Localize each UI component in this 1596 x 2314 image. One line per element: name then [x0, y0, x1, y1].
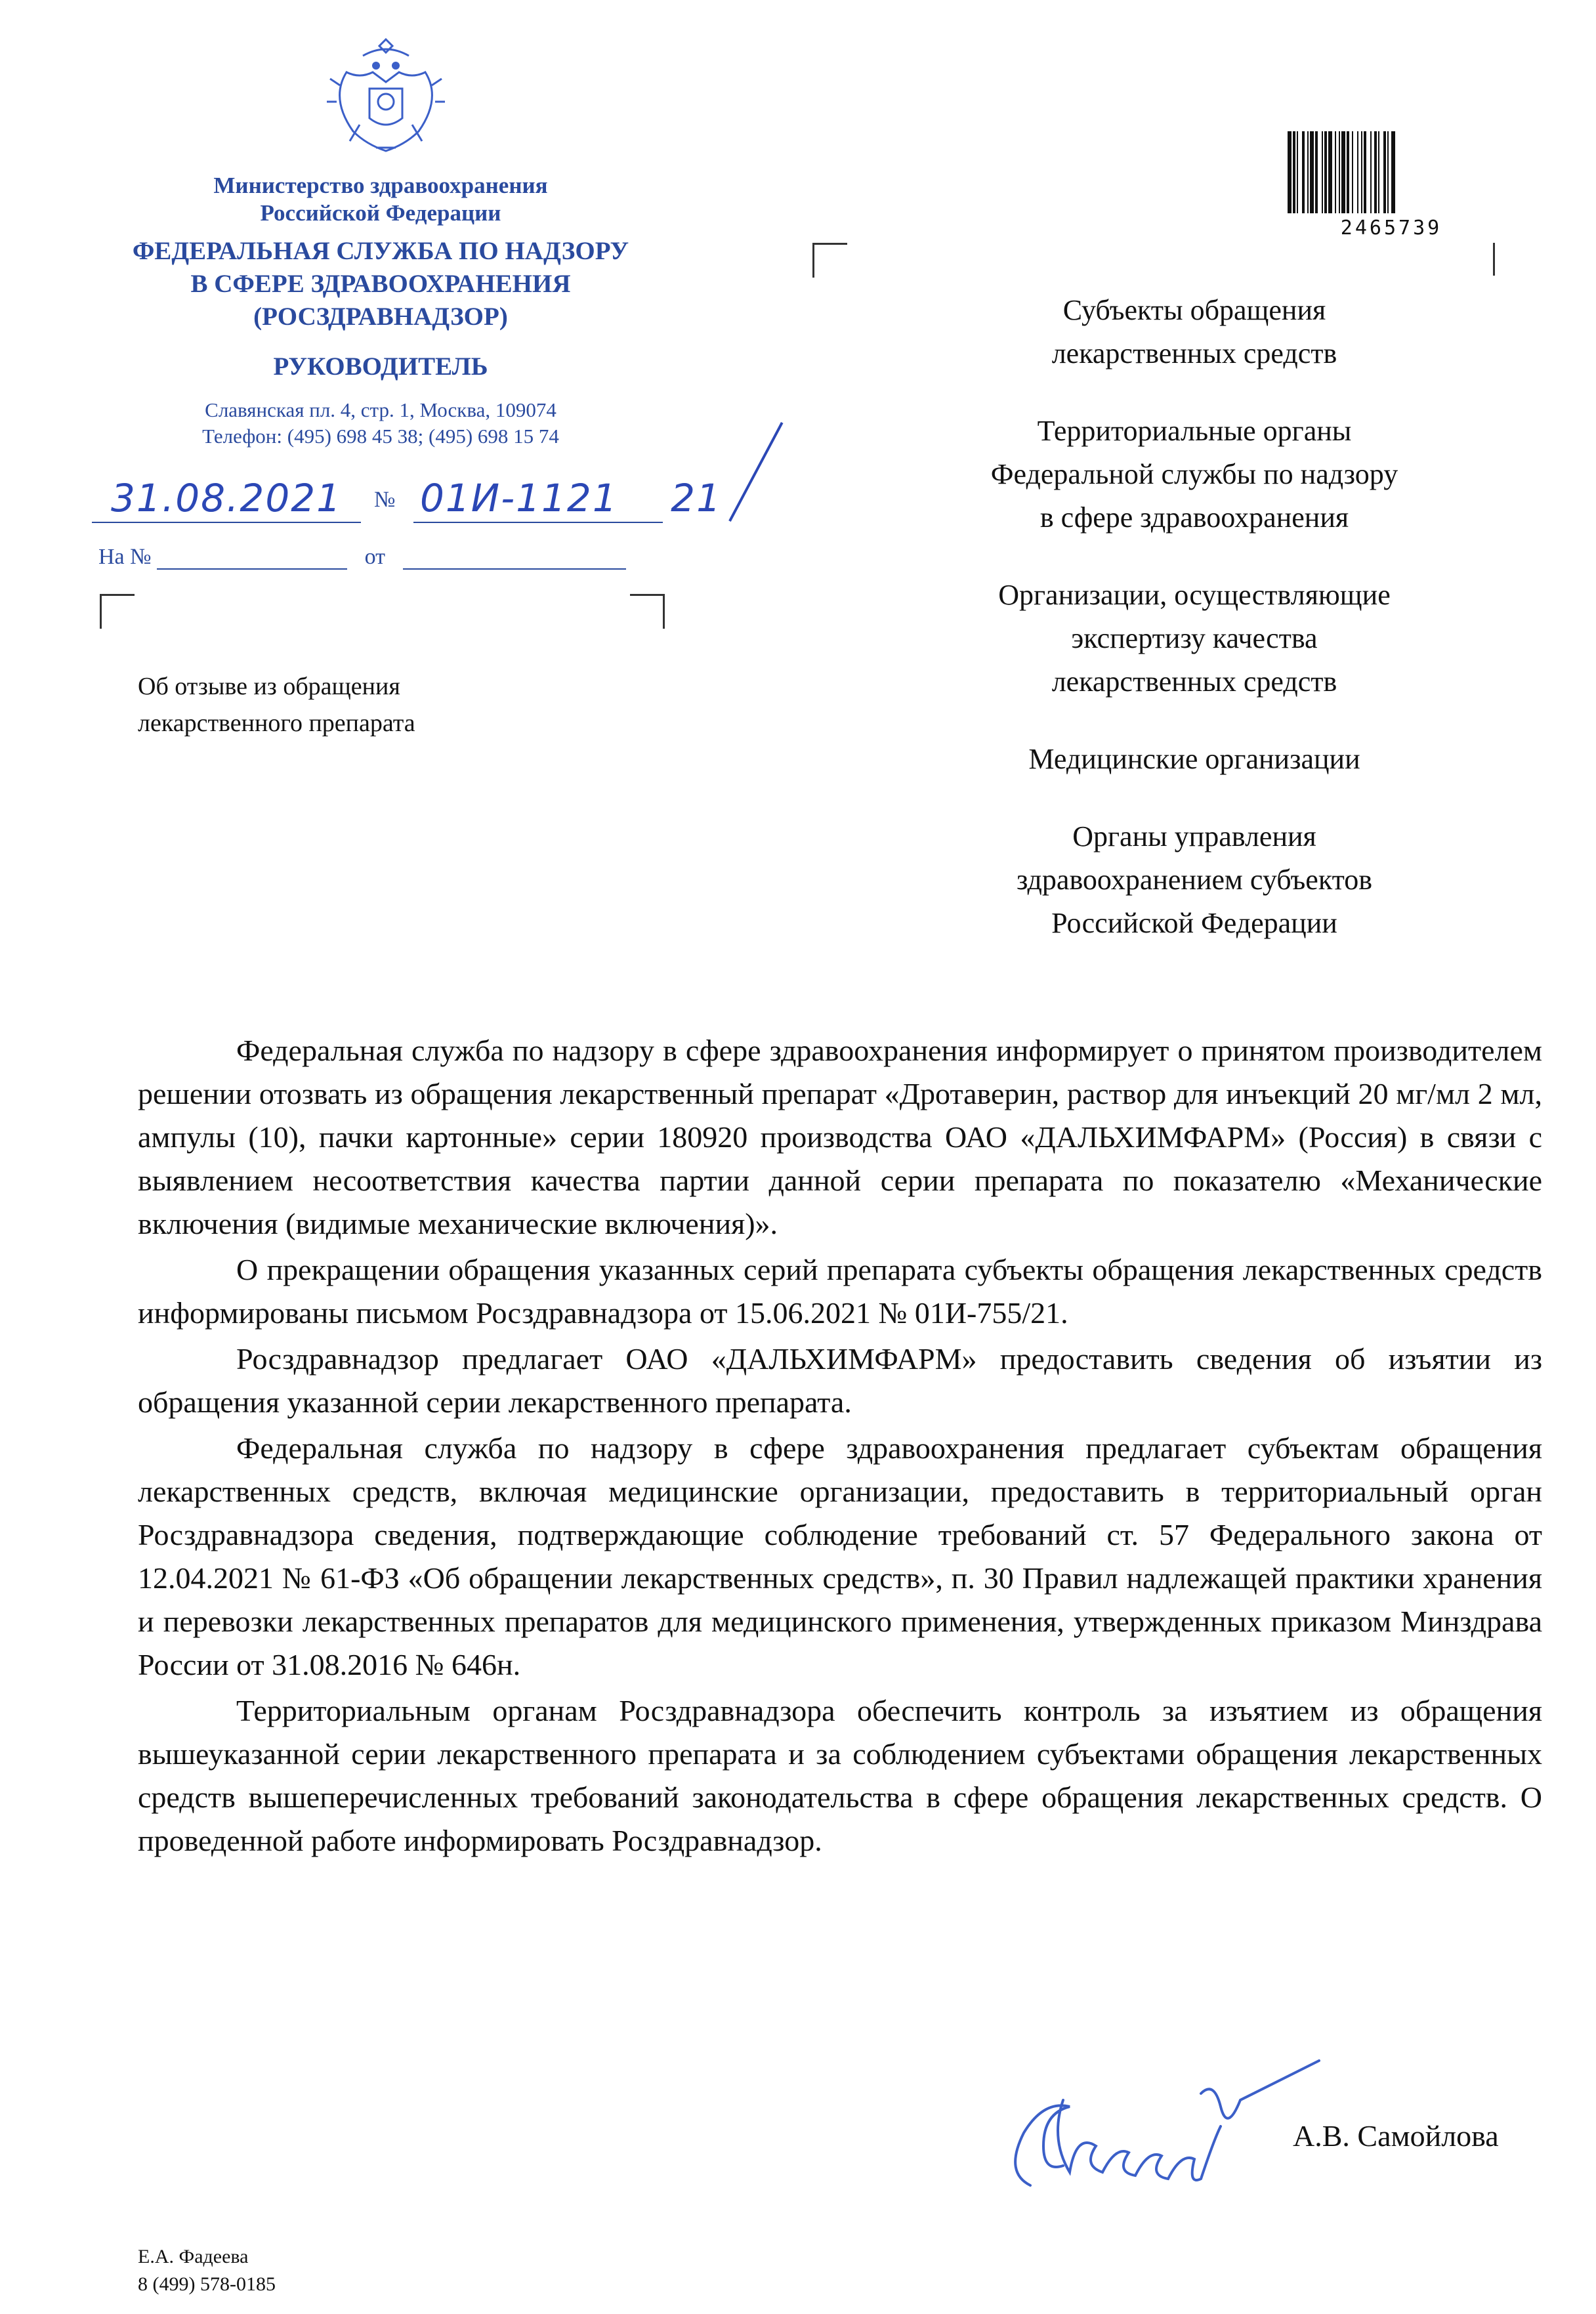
ref-from-label: от: [364, 545, 386, 569]
barcode-bar: [1339, 131, 1340, 213]
body-paragraph: Территориальным органам Росздравнадзора обеспечить контроль за изъятием из обращения вышеуказанной серии лекарственного препарата и за соблюдением субъектами обращения лекарственных средств вышеперечисленных требований законодательства в сфере обращения лекарственных средств. О проведенной работе информировать Росздравнадзор.: [138, 1694, 1542, 1857]
bracket-top-left: [100, 594, 135, 629]
barcode-bar: [1328, 131, 1332, 213]
coat-of-arms-icon: [320, 26, 452, 164]
service-name-line1: ФЕДЕРАЛЬНАЯ СЛУЖБА ПО НАДЗОРУ: [132, 237, 629, 265]
barcode-bar: [1352, 131, 1353, 213]
barcode-bar: [1310, 131, 1314, 213]
barcode-bar: [1322, 131, 1323, 213]
ministry-name-line1: Министерство здравоохранения: [213, 173, 548, 198]
recipient: Территориальные органы Федеральной службы по надзору в сфере здравоохранения: [990, 415, 1398, 534]
letter-body: [138, 1029, 1542, 1862]
ref-number-blank: [157, 568, 347, 570]
date-underline: [92, 522, 361, 523]
barcode-bar: [1302, 131, 1305, 213]
signer-name: А.В. Самойлова: [1293, 2119, 1499, 2153]
barcode-number: 2465739: [1340, 217, 1442, 240]
barcode-bar: [1347, 131, 1349, 213]
letterhead: [26, 172, 735, 450]
recipient: Медицинские организации: [1028, 743, 1360, 775]
barcode-bar: [1361, 131, 1362, 213]
number-sign: №: [374, 488, 396, 512]
recipients-block: [879, 289, 1509, 979]
service-name-line2: В СФЕРЕ ЗДРАВООХРАНЕНИЯ: [190, 270, 571, 298]
recipient: Органы управления здравоохранением субъектов Российской Федерации: [1016, 820, 1373, 939]
barcode-bar: [1370, 131, 1372, 213]
executor-phone: 8 (499) 578-0185: [138, 2273, 276, 2295]
ministry-name-line2: Российской Федерации: [260, 200, 501, 226]
recipient: Организации, осуществляющие экспертизу качества лекарственных средств: [998, 579, 1391, 698]
body-paragraph: О прекращении обращения указанных серий препарата субъекты обращения лекарственных средств информированы письмом Росздравнадзора от 15.06.2021 № 01И-755/21.: [138, 1253, 1542, 1330]
barcode-bar: [1297, 131, 1298, 213]
barcode-bar: [1387, 131, 1389, 213]
barcode-bar: [1288, 131, 1292, 213]
phone-line: Телефон: (495) 698 45 38; (495) 698 15 74: [202, 425, 559, 448]
address-line: Славянская пл. 4, стр. 1, Москва, 109074: [205, 398, 556, 421]
barcode-bar: [1391, 131, 1395, 213]
subject-line1: Об отзыве из обращения: [138, 673, 400, 700]
subject: [138, 668, 415, 742]
executor-info: [138, 2243, 276, 2298]
barcode-bar: [1357, 131, 1358, 213]
bracket-recipient-left: [812, 243, 847, 278]
barcode-bar: [1378, 131, 1379, 213]
subject-line2: лекарственного препарата: [138, 709, 415, 737]
service-name-line3: (РОСЗДРАВНАДЗОР): [253, 303, 508, 331]
barcode-bar: [1341, 131, 1345, 213]
bracket-recipient-right: [1493, 243, 1495, 276]
bracket-top-right: [630, 594, 665, 629]
barcode: [1286, 131, 1496, 217]
executor-name: Е.А. Фадеева: [138, 2246, 249, 2267]
registration-number: 01И-1121 21: [420, 476, 722, 520]
barcode-bar: [1335, 131, 1336, 213]
registration-row: [92, 476, 788, 528]
reference-row: [98, 545, 626, 570]
body-paragraph: Федеральная служба по надзору в сфере здравоохранения предлагает субъектам обращения лекарственных средств, включая медицинские организации, предоставить в территориальный орган Росздравнадзора сведения, подтверждающие соблюдение требований ст. 57 Федерального закона от 12.04.2021 № 61-ФЗ «Об обращении лекарственных средств», п. 30 Правил надлежащей практики хранения и перевозки лекарственных препаратов для медицинского применения, утвержденных приказом Минздрава России от 31.08.2016 № 646н.: [138, 1431, 1542, 1681]
barcode-bar: [1307, 131, 1309, 213]
number-underline: [413, 522, 663, 523]
barcode-bar: [1374, 131, 1377, 213]
recipient: Субъекты обращения лекарственных средств: [1051, 294, 1337, 369]
registration-date: 31.08.2021: [110, 476, 343, 520]
body-paragraph: Федеральная служба по надзору в сфере здравоохранения информирует о принятом производителем решении отозвать из обращения лекарственный препарат «Дротаверин, раствор для инъекций 20 мг/мл 2 мл, ампулы (10), пачки картонные» серии 180920 производства ОАО «ДАЛЬХИМФАРМ» (Россия) в связи с выявлением несоответствия качества партии данной серии препарата по показателю «Механические включения (видимые механические включения)».: [138, 1034, 1542, 1240]
ref-date-blank: [403, 568, 626, 570]
barcode-bar: [1315, 131, 1318, 213]
handwritten-slash: [728, 422, 783, 522]
barcode-bar: [1383, 131, 1386, 213]
barcode-bar: [1364, 131, 1366, 213]
body-paragraph: Росздравнадзор предлагает ОАО «ДАЛЬХИМФАРМ» предоставить сведения об изъятии из обращения указанной серии лекарственного препарата.: [138, 1342, 1542, 1419]
barcode-bar: [1293, 131, 1295, 213]
barcode-bar: [1324, 131, 1327, 213]
ref-label: На №: [98, 545, 152, 569]
registration-year: 21: [671, 476, 722, 520]
position-title: РУКОВОДИТЕЛЬ: [273, 352, 488, 381]
